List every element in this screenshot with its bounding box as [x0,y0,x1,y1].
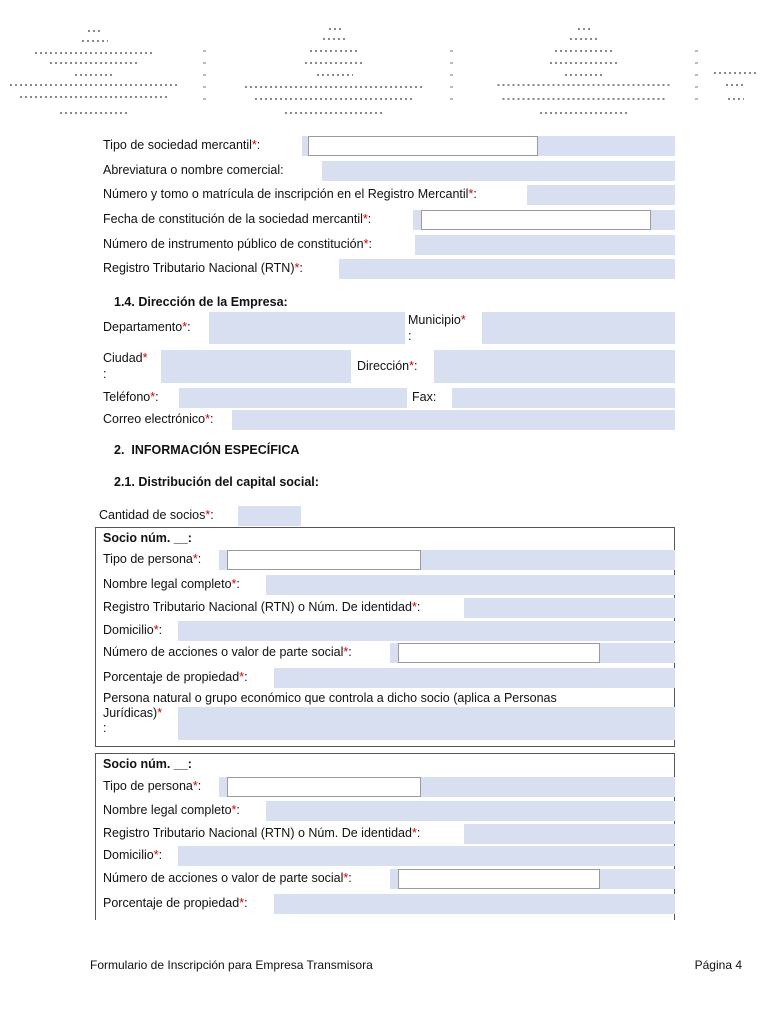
socio-tipo-field[interactable] [219,550,675,570]
colon: : [236,577,240,591]
socio-domicilio-field[interactable] [178,846,675,866]
socio-nombre-field[interactable] [266,801,675,821]
socio-rtn-field[interactable] [464,824,675,844]
colon: : [103,721,107,735]
socio-acciones-field[interactable] [390,869,675,889]
label-direccion: Dirección [357,359,410,373]
row-socio-nombre [103,575,675,595]
rtn-field[interactable] [339,259,675,279]
required-mark: * [468,187,474,201]
numero-tomo-field[interactable] [527,185,675,205]
label-telefono: Teléfono [103,390,151,404]
row-instrumento [103,235,675,255]
page-header [0,22,770,122]
colon: : [244,670,248,684]
label-cantidad-socios: Cantidad de socios [99,508,206,522]
row-rtn [103,259,675,279]
label-socio-tipo: Tipo de persona [103,552,193,566]
cantidad-socios-field[interactable] [238,506,301,526]
colon: : [103,367,107,381]
instrumento-field[interactable] [415,235,675,255]
row-tipo-sociedad [103,136,675,156]
fax-field[interactable] [452,388,675,408]
row-socio-rtn [103,824,675,844]
row-socio-tipo [103,550,675,570]
socio-title: Socio núm. __: [103,531,192,545]
tipo-sociedad-field[interactable] [302,136,675,156]
label-correo: Correo electrónico [103,412,206,426]
required-mark: * [157,706,163,720]
required-mark: * [231,577,237,591]
socio-rtn-field[interactable] [464,598,675,618]
required-mark: * [409,359,414,373]
required-mark: * [294,261,300,275]
required-mark: * [150,390,156,404]
label-rtn: Registro Tributario Nacional (RTN) [103,261,295,275]
row-socio-domicilio [103,621,675,641]
section-direccion-heading: 1.4. Dirección de la Empresa: [114,295,288,309]
label-socio-acciones: Número de acciones o valor de parte social [103,645,344,659]
colon: : [348,871,352,885]
row-cantidad-socios [99,506,671,526]
label-socio-nombre: Nombre legal completo [103,577,232,591]
fecha-constitucion-input[interactable] [421,210,651,230]
required-mark: * [363,237,369,251]
socio-porcentaje-field[interactable] [274,668,675,688]
label-fecha-constitucion: Fecha de constitución de la sociedad mercantil [103,212,363,226]
colon: : [210,508,214,522]
socio-tipo-input[interactable] [227,777,421,797]
socio-porcentaje-field[interactable] [274,894,675,914]
required-mark: * [411,826,417,840]
departamento-field[interactable] [209,312,405,344]
required-mark: * [362,212,368,226]
required-mark: * [205,508,211,522]
socio-block-2 [95,753,675,920]
colon: : [413,359,418,373]
colon: : [473,187,477,201]
required-mark: * [251,138,257,152]
socio-tipo-input[interactable] [227,550,421,570]
page-number: Página 4 [694,958,742,972]
label-tipo-sociedad: Tipo de sociedad mercantil [103,138,252,152]
label-socio-tipo: Tipo de persona [103,779,193,793]
label-socio-porcentaje: Porcentaje de propiedad [103,670,240,684]
label-socio-acciones: Número de acciones o valor de parte social [103,871,344,885]
label-departamento: Departamento [103,320,183,334]
socio-nombre-field[interactable] [266,575,675,595]
colon: : [416,600,421,614]
colon: : [408,329,412,343]
socio-domicilio-field[interactable] [178,621,675,641]
row-correo [103,410,675,430]
seal-logo-center [240,22,430,120]
direccion-field[interactable] [434,350,675,383]
socio-acciones-field[interactable] [390,643,675,663]
required-mark: * [411,600,417,614]
row-fecha-constitucion [103,210,675,230]
colon: : [244,896,248,910]
socio-tipo-field[interactable] [219,777,675,797]
row-socio-porcentaje [103,894,675,914]
label-socio-domicilio: Domicilio [103,623,154,637]
required-mark: * [192,552,198,566]
telefono-field[interactable] [179,388,407,408]
label-socio-control-line1: Persona natural o grupo económico que controla a dicho socio (aplica a Personas [103,691,557,705]
footer-title: Formulario de Inscripción para Empresa Transmisora [90,958,373,972]
required-mark: * [153,623,159,637]
required-mark: * [182,320,188,334]
label-numero-tomo: Número y tomo o matrícula de inscripción en el Registro Mercantil [103,187,469,201]
label-socio-rtn: Registro Tributario Nacional (RTN) o Núm. De identidad [103,826,412,840]
municipio-field[interactable] [482,312,675,344]
label-socio-porcentaje: Porcentaje de propiedad [103,896,240,910]
required-mark: * [239,670,245,684]
label-socio-domicilio: Domicilio [103,848,154,862]
colon: : [155,390,159,404]
row-abreviatura [103,161,675,181]
required-mark: * [343,645,349,659]
colon: : [187,320,191,334]
colon: : [256,138,261,152]
fecha-constitucion-field[interactable] [413,210,675,230]
row-numero-tomo [103,185,675,205]
label-ciudad: Ciudad [103,351,143,365]
label-abreviatura: Abreviatura o nombre comercial: [103,163,284,177]
abreviatura-field[interactable] [322,161,675,181]
section-capital-heading: 2.1. Distribución del capital social: [114,475,319,489]
seal-logo-right [490,22,680,120]
socio-acciones-input[interactable] [398,643,600,663]
row-socio-rtn [103,598,675,618]
colon: : [368,237,372,251]
row-socio-acciones [103,869,675,889]
colon: : [197,779,202,793]
label-instrumento: Número de instrumento público de constitución [103,237,364,251]
required-mark: * [205,412,211,426]
colon: : [348,645,352,659]
socio-title: Socio núm. __: [103,757,192,771]
colon: : [158,623,163,637]
label-socio-nombre: Nombre legal completo [103,803,232,817]
label-socio-rtn: Registro Tributario Nacional (RTN) o Núm. De identidad [103,600,412,614]
seal-logo-edge [706,22,766,120]
required-mark: * [153,848,159,862]
section-especifica-heading: 2. INFORMACIÓN ESPECÍFICA [114,443,300,457]
row-socio-tipo [103,777,675,797]
row-socio-domicilio [103,846,675,866]
row-telefono-fax [103,388,675,408]
ciudad-field[interactable] [161,350,351,383]
seal-logo-left [0,22,190,120]
label-fax: Fax: [412,390,437,404]
socio-control-field[interactable] [178,707,675,740]
required-mark: * [343,871,349,885]
row-departamento-municipio [103,312,675,344]
required-mark: * [192,779,198,793]
colon: : [210,412,214,426]
label-municipio: Municipio [408,313,461,327]
colon: : [197,552,202,566]
required-mark: * [239,896,245,910]
row-ciudad-direccion [103,350,675,383]
colon: : [158,848,163,862]
required-mark: * [231,803,237,817]
correo-field[interactable] [232,410,675,430]
label-socio-control-line2: Jurídicas) [103,706,158,720]
socio-block-1 [95,527,675,747]
required-mark: * [460,313,466,327]
row-socio-acciones [103,643,675,663]
colon: : [416,826,421,840]
socio-acciones-input[interactable] [398,869,600,889]
row-socio-nombre [103,801,675,821]
row-socio-porcentaje [103,668,675,688]
required-mark: * [142,351,148,365]
colon: : [367,212,372,226]
colon: : [236,803,240,817]
tipo-sociedad-input[interactable] [308,136,538,156]
colon: : [299,261,303,275]
